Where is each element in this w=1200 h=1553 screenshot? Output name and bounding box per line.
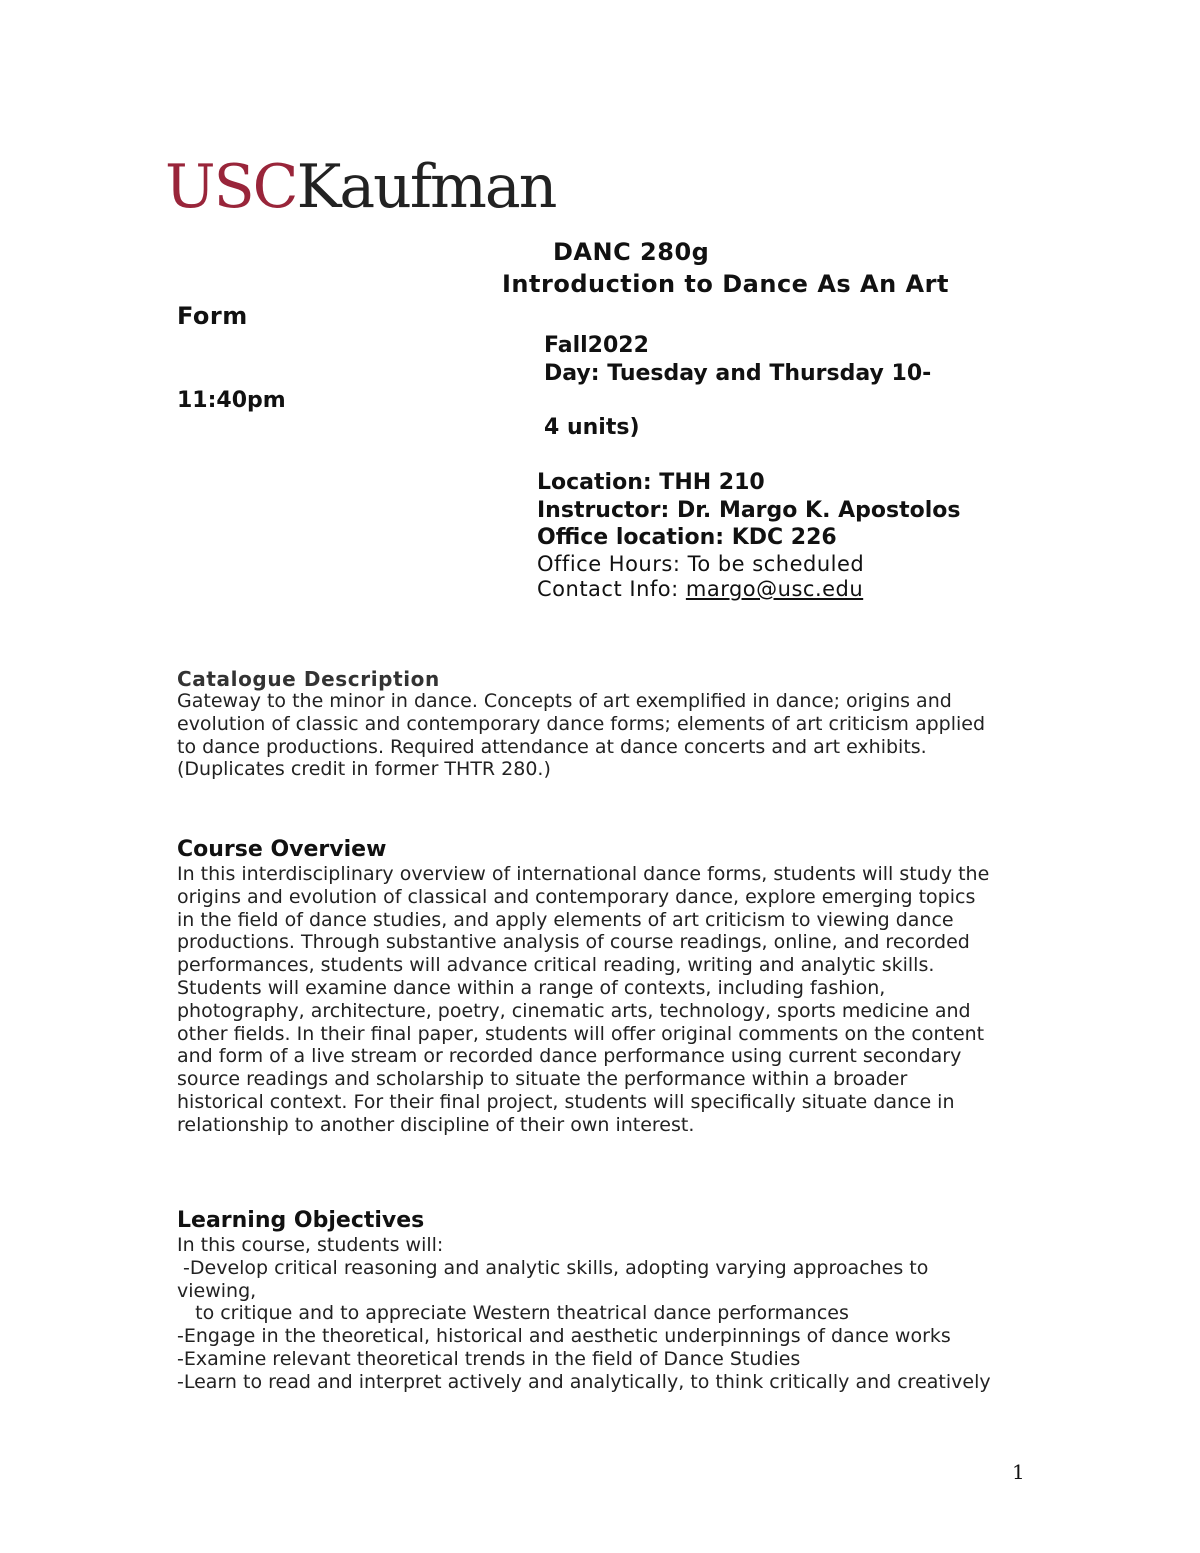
objectives-line: -Engage in the theoretical, historical and aesthetic underpinnings of dance works [177,1325,951,1348]
overview-body [177,863,989,1137]
catalogue-line: to dance productions. Required attendance at dance concerts and art exhibits. [177,735,927,758]
catalogue-heading: Catalogue Description [177,667,440,691]
objectives-line: to critique and to appreciate Western theatrical dance performances [177,1302,849,1325]
overview-line: origins and evolution of classical and contemporary dance, explore emerging topics [177,885,976,908]
overview-line: historical context. For their final project, students will specifically situate dance in [177,1090,955,1113]
contact-info [537,577,863,601]
objectives-line: viewing, [177,1279,257,1302]
course-location: Location: THH 210 [537,470,765,495]
office-hours: Office Hours: To be scheduled [537,552,865,576]
page-number: 1 [1012,1460,1025,1484]
overview-line: performances, students will advance critical reading, writing and analytic skills. [177,954,935,977]
course-term: Fall2022 [544,333,649,358]
course-time: 11:40pm [177,388,286,413]
course-days: Day: Tuesday and Thursday 10- [544,361,932,386]
usc-kaufman-logo [165,152,555,222]
overview-line: other fields. In their final paper, students will offer original comments on the content [177,1022,985,1045]
overview-line: photography, architecture, poetry, cinematic arts, technology, sports medicine and [177,999,971,1022]
course-title-line2: Form [177,302,248,330]
overview-line: relationship to another discipline of their own interest. [177,1113,695,1136]
catalogue-line: Gateway to the minor in dance. Concepts of art exemplified in dance; origins and [177,690,952,712]
logo-usc-text: USC [165,152,297,222]
overview-line: In this interdisciplinary overview of international dance forms, students will study the [177,863,990,885]
overview-line: and form of a live stream or recorded dance performance using current secondary [177,1045,962,1068]
overview-line: source readings and scholarship to situate the performance within a broader [177,1068,908,1091]
objectives-line: -Learn to read and interpret actively and analytically, to think critically and creatively [177,1370,991,1393]
objectives-heading: Learning Objectives [177,1208,425,1233]
logo-kaufman-text: Kaufman [296,152,556,222]
overview-line: productions. Through substantive analysis of course readings, online, and recorded [177,931,970,954]
contact-label: Contact Info: [537,577,686,601]
course-code: DANC 280g [553,238,710,266]
objectives-line: In this course, students will: [177,1234,444,1256]
course-instructor: Instructor: Dr. Margo K. Apostolos [537,498,961,523]
course-title-line1: Introduction to Dance As An Art [502,270,949,298]
office-location: Office location: KDC 226 [537,525,837,550]
catalogue-line: (Duplicates credit in former THTR 280.) [177,758,551,781]
catalogue-line: evolution of classic and contemporary dance forms; elements of art criticism applied [177,712,986,735]
objectives-body [177,1234,991,1394]
objectives-line: -Develop critical reasoning and analytic skills, adopting varying approaches to [177,1256,929,1279]
course-units: 4 units) [544,415,640,440]
overview-line: Students will examine dance within a range of contexts, including fashion, [177,976,886,999]
overview-heading: Course Overview [177,837,387,862]
catalogue-description [177,690,985,781]
overview-line: in the field of dance studies, and apply elements of art criticism to viewing dance [177,908,954,931]
objectives-line: -Examine relevant theoretical trends in the field of Dance Studies [177,1347,801,1370]
contact-email-link[interactable]: margo@usc.edu [685,577,864,601]
